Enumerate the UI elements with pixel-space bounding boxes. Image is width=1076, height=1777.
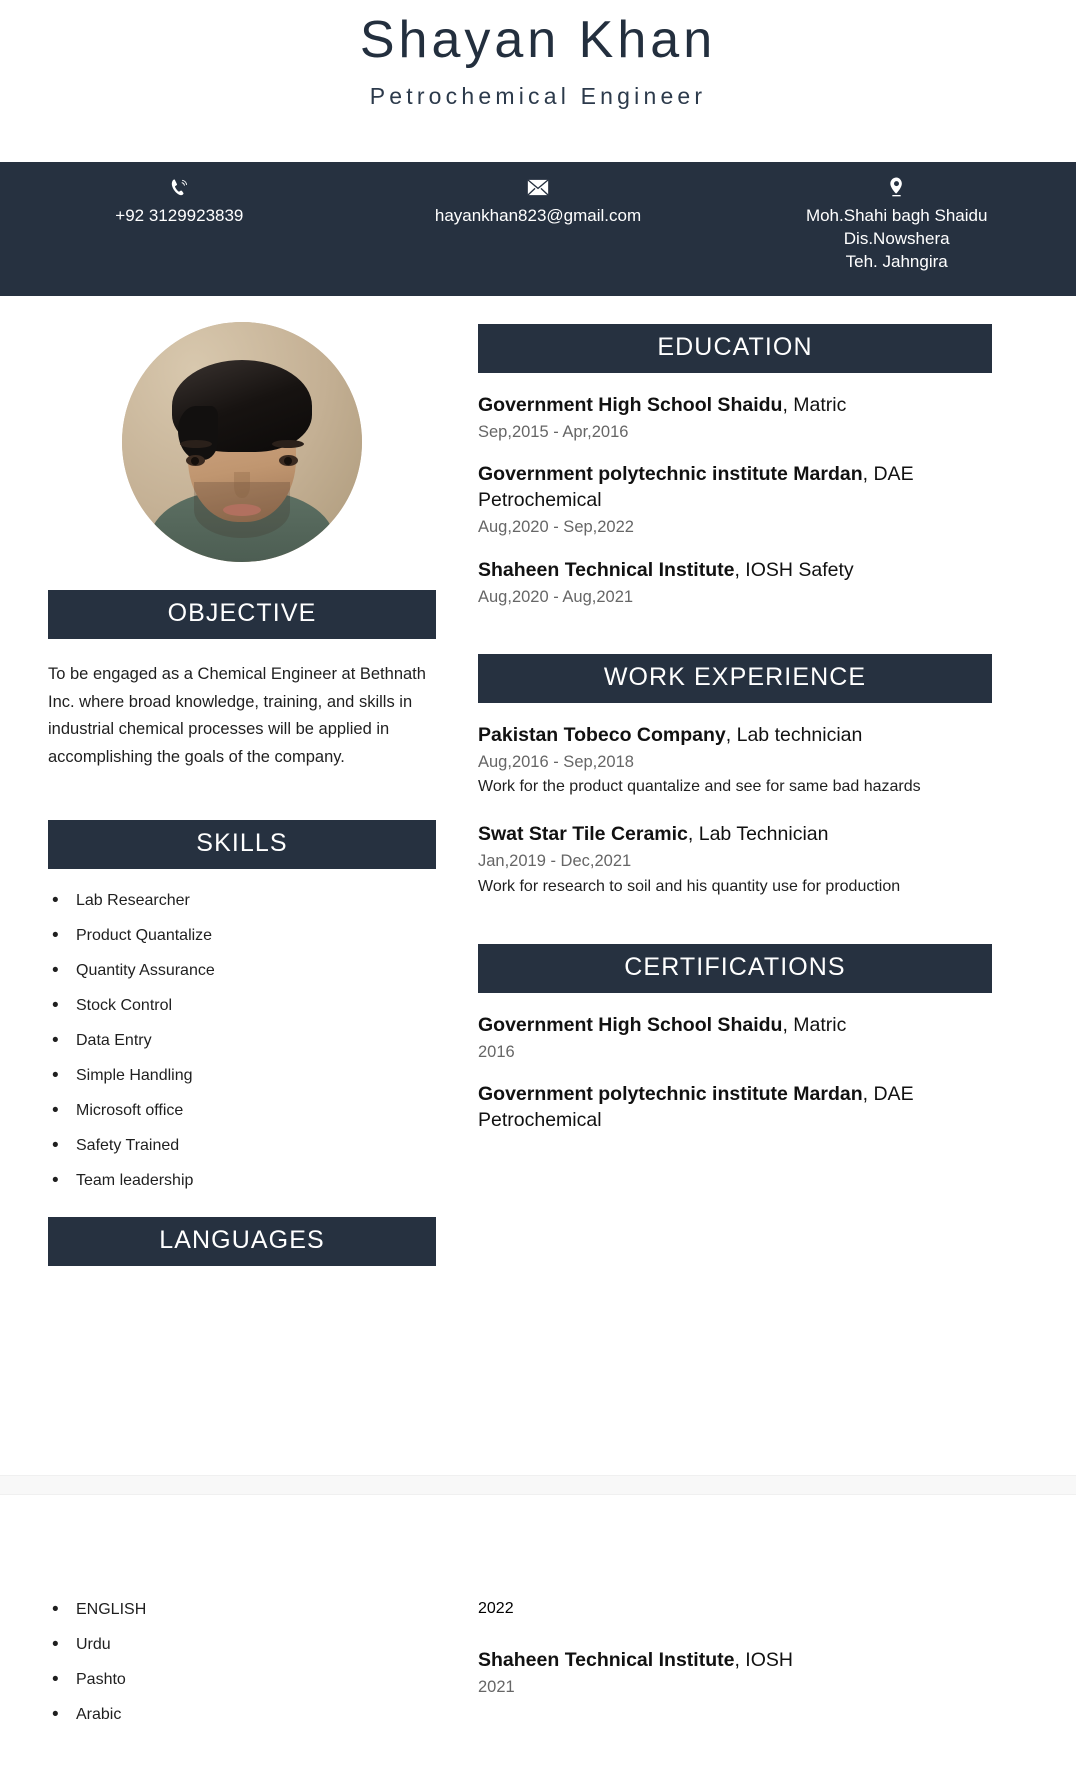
work-date: Aug,2016 - Sep,2018 [478, 752, 634, 771]
list-item: • Microsoft office [48, 1101, 436, 1121]
section-heading-languages: LANGUAGES [48, 1217, 436, 1266]
objective-text: To be engaged as a Chemical Engineer at Bethnath Inc. where broad knowledge, training, and skills in industrial chemical processes will be applied in accomplishing the goals of the company. [48, 664, 426, 766]
education-qualification: , IOSH Safety [734, 559, 854, 582]
list-item: • Urdu [48, 1635, 436, 1655]
list-item: • ENGLISH [48, 1600, 436, 1620]
work-company: Pakistan Tobeco Company [478, 723, 726, 746]
address-line-2: Dis.Nowshera [843, 228, 950, 248]
certification-institution: Shaheen Technical Institute [478, 1649, 735, 1671]
resume-header [0, 0, 1076, 162]
address-line-3: Teh. Jahngira [845, 251, 948, 271]
list-item: • Data Entry [48, 1031, 436, 1051]
list-item: • Product Quantalize [48, 926, 436, 946]
certification-qualification: , IOSH [734, 1649, 793, 1671]
certification-qualification: , DAE Petrochemical [478, 1083, 914, 1132]
certification-entry [478, 1082, 992, 1134]
education-title [478, 462, 992, 514]
work-date: Jan,2019 - Dec,2021 [478, 852, 632, 871]
education-qualification: , Matric [782, 393, 847, 416]
phone-value: +92 3129923839 [115, 206, 244, 225]
certification-institution: Government High School Shaidu [478, 1013, 783, 1036]
section-heading-education: EDUCATION [478, 324, 992, 373]
contact-address[interactable] [717, 176, 1076, 274]
work-title [478, 723, 992, 749]
education-qualification: , DAE Petrochemical [478, 463, 914, 512]
section-heading-certifications: CERTIFICATIONS [478, 944, 992, 993]
work-role: , Lab Technician [687, 823, 829, 846]
section-heading-skills: SKILLS [48, 820, 436, 869]
avatar [48, 322, 436, 562]
work-description: Work for research to soil and his quantity use for production [478, 877, 901, 895]
education-institution: Government High School Shaidu [478, 393, 783, 416]
work-experience-entry [478, 822, 992, 899]
contact-phone[interactable] [0, 176, 359, 228]
education-institution: Government polytechnic institute Mardan [478, 463, 863, 486]
work-title [478, 822, 992, 848]
list-item: • Pashto [48, 1670, 436, 1690]
education-entry [478, 462, 992, 540]
page-break-divider [0, 1475, 1076, 1495]
phone-icon [10, 176, 349, 198]
certification-date: 2016 [478, 1042, 515, 1061]
certification-institution: Government polytechnic institute Mardan [478, 1083, 863, 1106]
left-column-continued [0, 1600, 468, 1740]
address-line-1: Moh.Shahi bagh Shaidu [805, 206, 988, 225]
left-column [0, 296, 468, 1288]
contact-email[interactable] [359, 176, 718, 228]
certification-date: 2021 [478, 1677, 515, 1696]
right-column [468, 296, 1076, 1152]
work-company: Swat Star Tile Ceramic [478, 823, 688, 846]
education-institution: Shaheen Technical Institute [478, 559, 735, 582]
list-item: • Arabic [48, 1705, 436, 1725]
list-item: • Quantity Assurance [48, 961, 436, 981]
education-date: Sep,2015 - Apr,2016 [478, 422, 629, 441]
resume-page-2 [0, 1600, 1076, 1740]
profile-photo [122, 322, 362, 562]
certification-title [478, 1013, 992, 1039]
location-pin-icon [727, 176, 1066, 198]
list-item: • Team leadership [48, 1171, 436, 1191]
list-item: • Stock Control [48, 996, 436, 1016]
list-item: • Lab Researcher [48, 891, 436, 911]
education-date: Aug,2020 - Aug,2021 [478, 588, 634, 606]
education-title [478, 558, 992, 584]
education-entry [478, 393, 992, 445]
email-value: hayankhan823@gmail.com [434, 206, 642, 225]
education-date: Aug,2020 - Sep,2022 [478, 518, 634, 537]
page-title: Shayan Khan [359, 11, 717, 69]
section-heading-work-experience: WORK EXPERIENCE [478, 654, 992, 703]
work-role: , Lab technician [725, 723, 863, 746]
resume-body [0, 296, 1076, 1288]
education-entry [478, 558, 992, 610]
list-item: • Safety Trained [48, 1136, 436, 1156]
languages-list [48, 1600, 436, 1725]
certification-date: 2022 [478, 1600, 514, 1617]
job-title: Petrochemical Engineer [369, 83, 707, 109]
certification-entry [478, 1013, 992, 1065]
work-description: Work for the product quantalize and see for same bad hazards [478, 778, 921, 796]
certification-title [478, 1082, 992, 1134]
certification-entry [478, 1648, 992, 1700]
certification-qualification: , Matric [782, 1013, 847, 1036]
contact-bar [0, 162, 1076, 296]
work-experience-entry [478, 723, 992, 800]
skills-list [48, 891, 436, 1191]
right-column-continued [468, 1600, 1076, 1718]
envelope-icon [369, 176, 708, 198]
list-item: • Simple Handling [48, 1066, 436, 1086]
section-heading-objective: OBJECTIVE [48, 590, 436, 639]
certification-title [478, 1648, 992, 1674]
education-title [478, 393, 992, 419]
